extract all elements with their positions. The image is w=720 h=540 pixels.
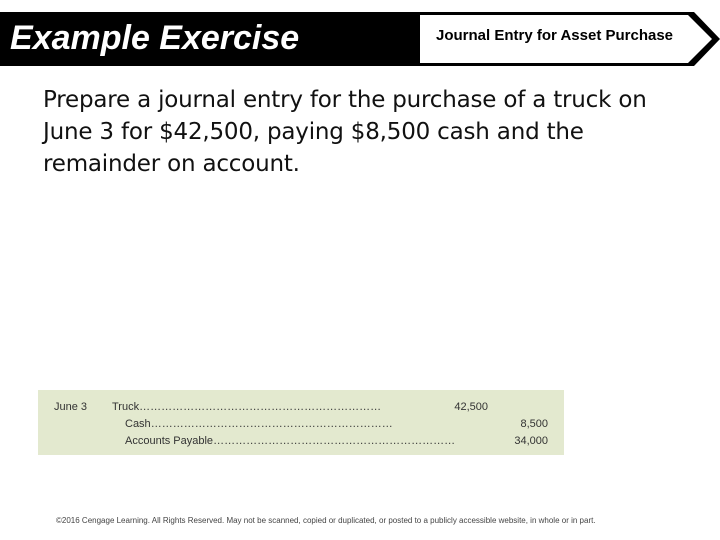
journal-entry-table	[38, 390, 564, 455]
header-bar	[0, 12, 720, 66]
journal-account: Accounts Payable…………………………………………………………	[125, 435, 456, 447]
problem-statement: Prepare a journal entry for the purchase of a truck on June 3 for $42,500, paying $8,500 cash and the remainder on account.	[43, 87, 647, 177]
journal-credit: 34,000	[514, 435, 548, 447]
page-title: Example Exercise	[10, 19, 300, 57]
journal-row	[38, 433, 564, 450]
journal-account: Cash…………………………………………………………	[125, 418, 393, 430]
journal-date: June 3	[54, 401, 88, 413]
journal-account: Truck…………………………………………………………	[112, 401, 382, 413]
journal-row	[38, 416, 564, 433]
journal-row	[38, 399, 564, 416]
journal-credit: 8,500	[520, 418, 548, 430]
page-subtitle: Journal Entry for Asset Purchase	[436, 27, 674, 44]
journal-debit: 42,500	[454, 401, 488, 413]
copyright-notice: ©2016 Cengage Learning. All Rights Reserved. May not be scanned, copied or duplicated, or posted to a publicly accessible website, in whole or in part.	[56, 516, 596, 525]
